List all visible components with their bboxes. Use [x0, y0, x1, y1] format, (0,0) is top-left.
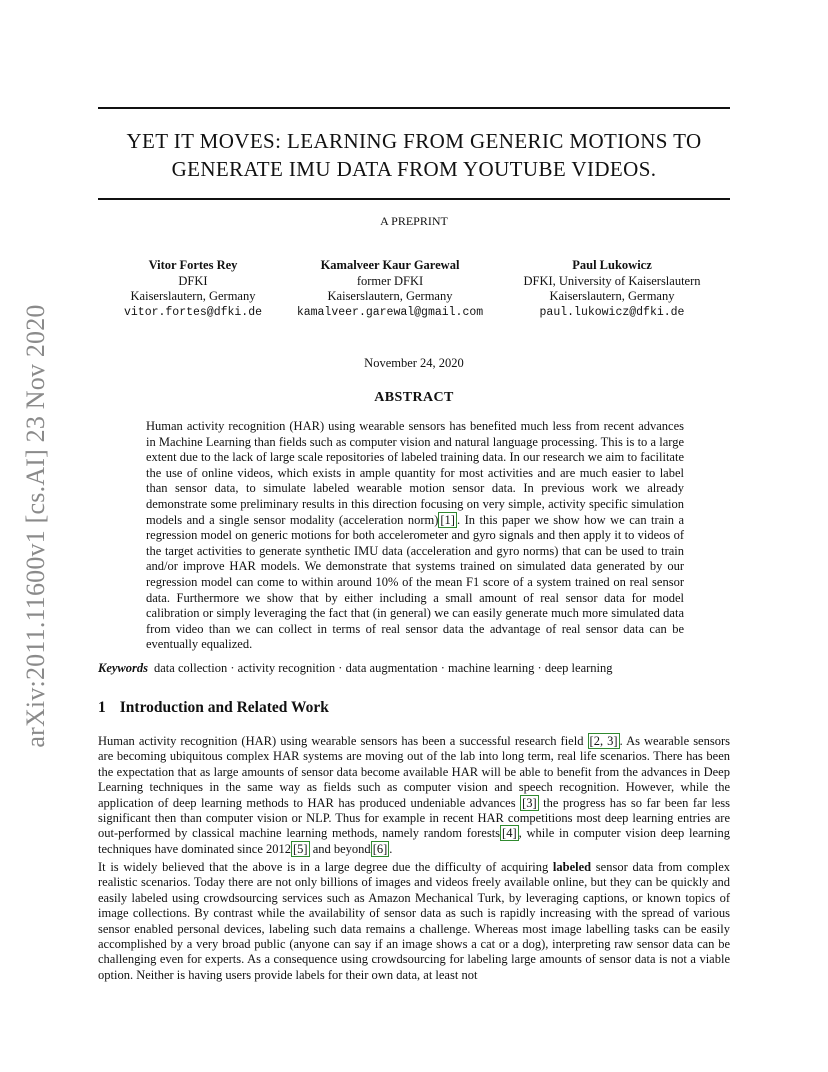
paragraph-text: the progress has so far been far less significant then than computer vision or NLP. Thus for example in recent HAR competitions most deep learning entries are out-performed by classical machine learning methods, namely random forests	[98, 795, 730, 841]
citation-link[interactable]: [6]	[372, 841, 388, 856]
paper-date: November 24, 2020	[364, 356, 464, 370]
abstract-text-part: Human activity recognition (HAR) using wearable sensors has benefited much less from recent advances in Machine Learning than fields such as computer vision and natural language processing. This is to a large extent due to the lack of large scale repositories of labeled training data. In our research we aim to facilitate the use of online videos, which exists in ample quantity for most activities and are much easier to label than sensor data, to simulate labeled wearable motion sensor data. In previous work we already demonstrate some preliminary results in this direction focusing on very simple, activity specific simulation models and a single sensor modality (acceleration norm)	[146, 419, 684, 527]
intro-paragraph-2	[98, 860, 730, 983]
title-line-1: YET IT MOVES: LEARNING FROM GENERIC MOTIONS TO	[126, 129, 702, 153]
paragraph-text: , while in computer vision deep learning techniques have dominated since 2012	[98, 826, 730, 856]
citation-link[interactable]: [2, 3]	[589, 734, 618, 748]
author-paul-lukowicz	[492, 258, 732, 320]
citation-link[interactable]: [1]	[440, 512, 455, 527]
section-number: 1	[98, 699, 106, 716]
preprint-label: A PREPRINT	[380, 214, 448, 228]
title-line-2: GENERATE IMU DATA FROM YOUTUBE VIDEOS.	[171, 157, 657, 181]
author-affiliation: DFKI	[178, 273, 208, 288]
author-name: Kamalveer Kaur Garewal	[320, 258, 460, 272]
author-email[interactable]: kamalveer.garewal@gmail.com	[296, 305, 484, 319]
paragraph-text: .	[389, 841, 393, 856]
title-rule-top	[98, 107, 730, 109]
paper-title	[98, 127, 730, 183]
paragraph-text: and beyond	[309, 841, 371, 856]
arxiv-stamp: arXiv:2011.11600v1 [cs.AI] 23 Nov 2020	[21, 304, 50, 748]
author-location: Kaiserslautern, Germany	[130, 289, 256, 303]
citation-link[interactable]: [5]	[293, 841, 308, 856]
paragraph-text: Human activity recognition (HAR) using wearable sensors has been a successful research field	[98, 734, 588, 748]
citation-link[interactable]: [3]	[522, 795, 537, 810]
paragraph-text: . As wearable sensors are becoming ubiquitous complex HAR systems are moving out of the lab into long term, real life scenarios. There has been the expectation that as large amounts of sensor data become available HAR will be able to benefit from the advances in Deep Learning techniques in the same way as fields such as computer vision and speech recognition. However, while the application of deep learning methods to HAR has produced undeniable advances	[98, 734, 730, 810]
author-block	[0, 258, 828, 322]
author-email[interactable]: paul.lukowicz@dfki.de	[539, 305, 685, 319]
citation-link[interactable]: [4]	[502, 826, 517, 841]
author-email[interactable]: vitor.fortes@dfki.de	[123, 305, 263, 319]
keywords-list: data collection · activity recognition · data augmentation · machine learning · deep learning	[154, 661, 613, 675]
section-heading-introduction	[98, 699, 730, 717]
emphasis-labeled: labeled	[552, 860, 592, 874]
author-location: Kaiserslautern, Germany	[549, 289, 675, 303]
paragraph-text: sensor data from complex realistic scenarios. Today there are not only billions of images and videos freely available online, but they can be quickly and easily labeled using crowdsourcing services such as Amazon Mechanical Turk, by leveraging captions, or known topics of image collections. By contrast while the availability of sensor data as such is rapidly increasing with the spread of various sensor enabled personal devices, labeling such data remains a challenge. Whereas most image labelling tasks can be easily accomplished by a very broad public (anyone can say if an image shows a cat or a dog), interpreting raw sensor data can be challenging even for experts. As a consequence using crowdsourcing for labeling large amounts of sensor data is not a viable option. Neither is having users provide labels for their own data, at least not	[98, 860, 730, 982]
author-affiliation: former DFKI	[356, 273, 424, 288]
author-name: Paul Lukowicz	[572, 258, 652, 272]
paragraph-text: It is widely believed that the above is in a large degree due the difficulty of acquiring	[98, 860, 553, 874]
author-location: Kaiserslautern, Germany	[327, 289, 453, 303]
intro-paragraph-1	[98, 734, 730, 857]
abstract-text-part: . In this paper we show how we can train a regression model on generic motions for both accelerometer and gyro signals and then apply it to videos of the target activities to generate synthetic IMU data (acceleration and gyro norms) that can be used to train and/or improve HAR models. We demonstrate that systems trained on simulated data generated by our regression model can come to within around 10% of the mean F1 score of a system trained on real sensor data. Furthermore we show that by either including a small amount of real sensor data for model calibration or simply leveraging the fact that (in general) we can easily generate much more simulated data from video than we can collect in terms of real sensor data the advantage of real sensor data can be eventually equalized.	[146, 512, 684, 652]
abstract-text	[146, 419, 684, 653]
keywords-line	[98, 661, 730, 676]
section-title: Introduction and Related Work	[119, 699, 329, 716]
author-name: Vitor Fortes Rey	[148, 258, 238, 272]
keywords-label: Keywords	[98, 661, 148, 675]
abstract-heading: ABSTRACT	[374, 390, 454, 405]
author-kamalveer-kaur-garewal	[270, 258, 510, 320]
author-affiliation: DFKI, University of Kaiserslautern	[523, 273, 701, 288]
title-rule-bottom	[98, 198, 730, 200]
